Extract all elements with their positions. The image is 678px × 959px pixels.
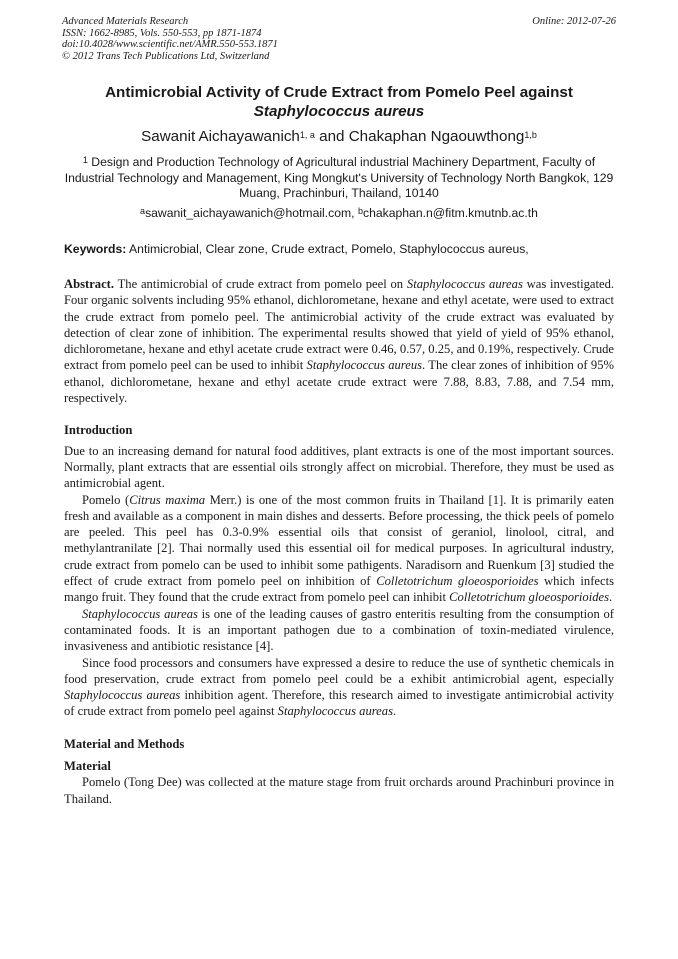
- title-species: Staphylococcus aureus: [253, 103, 425, 120]
- keywords: [64, 242, 616, 257]
- journal-issn: ISSN: 1662-8985, Vols. 550-553, pp 1871-1874: [62, 27, 262, 39]
- online-date: Online: 2012-07-26: [532, 16, 616, 27]
- methods-heading: Material and Methods: [64, 736, 185, 751]
- abstract-paragraph: [64, 276, 614, 406]
- author-1-sup: 1, a: [299, 130, 315, 140]
- abstract-species-2: Staphylococcus aureus: [306, 358, 423, 373]
- intro-p4-species-2: Staphylococcus aureas: [277, 704, 393, 719]
- intro-p3-species: Staphylococcus aureas: [82, 606, 198, 621]
- abstract-text-1: The antimicrobial of crude extract from pomelo peel on: [117, 277, 404, 291]
- email-a[interactable]: sawanit_aichayawanich@hotmail.com,: [145, 206, 355, 220]
- paper-body: [64, 276, 614, 807]
- intro-p4-text-a: Since food processors and consumers have expressed a desire to reduce the use of synthetic chemicals in food preservation, crude extract from pomelo peel could be a exhibit antimicrobial agent, especially: [64, 655, 614, 686]
- intro-paragraph-4: [64, 655, 614, 720]
- paper-title: [62, 83, 616, 121]
- intro-p2-text-d: .: [609, 590, 613, 605]
- email-b[interactable]: chakaphan.n@fitm.kmutnb.ac.th: [362, 206, 538, 220]
- author-emails: [62, 206, 616, 221]
- material-subheading: Material: [64, 759, 111, 774]
- affiliation-sup: 1: [82, 155, 88, 165]
- abstract-species-1: Staphylococcus aureas: [406, 277, 523, 291]
- journal-name: Advanced Materials Research: [62, 16, 189, 27]
- affiliation-text: Design and Production Technology of Agricultural industrial Machinery Department, Faculty of Industrial Technology and Management, King Mongkut's University of Technology North Bangkok, 129 Muang, Prachinburi, Thailand, 10140: [64, 155, 614, 201]
- material-paragraph: Pomelo (Tong Dee) was collected at the mature stage from fruit orchards around Prachinburi province in Thailand.: [64, 775, 614, 806]
- intro-p2-text-c: which infects mango fruit. They found that the crude extract from pomelo peel can inhibit: [64, 574, 614, 605]
- keywords-text: Antimicrobial, Clear zone, Crude extract, Pomelo, Staphylococcus aureus,: [129, 242, 529, 256]
- title-line: Antimicrobial Activity of Crude Extract from Pomelo Peel against: [105, 84, 573, 101]
- intro-paragraph-1: Due to an increasing demand for natural food additives, plant extracts is one of the most important sources. Normally, plant extracts that are essential oils strongly affect on microbial. Therefore, they must be used as antimicrobial agent.: [64, 443, 614, 491]
- author-1-name: Sawanit Aichayawanich: [141, 128, 300, 145]
- email-b-sup: b: [357, 206, 363, 216]
- intro-p4-text-b: inhibition agent. Therefore, this research aimed to investigate antimicrobial activity of crude extract from pomelo peel against: [64, 688, 614, 719]
- intro-p4-text-c: .: [392, 704, 397, 719]
- intro-p2-species-2: Colletotrichum gloeosporioides: [376, 574, 539, 589]
- abstract-text-3: . The clear zones of inhibition of 95% ethanol, dichlorometane, hexane and ethyl acetate crude extract were 7.88, 8.83, 7.88, and 7.54 mm, respectively.: [64, 358, 614, 406]
- author-2-sup: 1,b: [524, 130, 537, 140]
- keywords-label: Keywords:: [64, 242, 127, 256]
- intro-p4-species: Staphylococcus aureas: [64, 688, 181, 703]
- journal-copyright: © 2012 Trans Tech Publications Ltd, Switzerland: [62, 50, 270, 62]
- author-joiner: and: [319, 128, 345, 145]
- intro-p3-text: is one of the leading causes of gastro enteritis resulting from the consumption of contaminated foods. It is an important pathogen due to a combination of toxin-mediated virulence, invasiveness and antibiotic resistance [4].: [64, 606, 614, 654]
- author-2-name: Chakaphan Ngaouwthong: [348, 128, 525, 145]
- intro-p2-species: Citrus maxima: [129, 492, 206, 507]
- abstract-text-2: was investigated. Four organic solvents including 95% ethanol, dichlorometane, hexane and ethyl acetate, were used to extract the crude extract from pomelo peel. The antimicrobial activity of the crude extract was evaluated by detection of clear zone of inhibition. The experimental results showed that yield of yield of 95% ethanol, dichlorometane, hexane and ethyl acetate crude extract were 0.46, 0.57, 0.25, and 0.19%, respectively. Crude extract from pomelo peel can be used to inhibit: [64, 277, 615, 373]
- intro-p2-text-b: Merr.) is one of the most common fruits in Thailand [1]. It is primarily eaten fresh and available as a component in main dishes and desserts. Before processing, the thick peels of pomelo are peeled. This peel has 0.3-0.9% essential oils that consist of geraniol, linolool, citral, and methylantranilate [2]. Thai normally used this essential oil for medical purposes. In agricultural industry, crude extract from pomelo can be used to inhibit some pathigents. Naradisorn and Ruenkum [3] studied the effect of crude extract from pomelo peel on inhibition of: [64, 492, 614, 589]
- intro-paragraph-2: [64, 492, 614, 606]
- intro-heading: Introduction: [64, 423, 133, 438]
- email-a-sup: a: [140, 206, 146, 216]
- intro-paragraph-3: [64, 606, 614, 655]
- intro-p2-text-a: Pomelo (: [82, 492, 130, 507]
- affiliation: [62, 155, 616, 202]
- journal-doi: doi:10.4028/www.scientific.net/AMR.550-553.1871: [62, 39, 278, 50]
- journal-header: [62, 16, 616, 62]
- author-list: [62, 127, 616, 147]
- intro-p2-species-3: Colletotrichum gloeosporioides: [449, 590, 610, 605]
- abstract-label: Abstract.: [64, 277, 115, 291]
